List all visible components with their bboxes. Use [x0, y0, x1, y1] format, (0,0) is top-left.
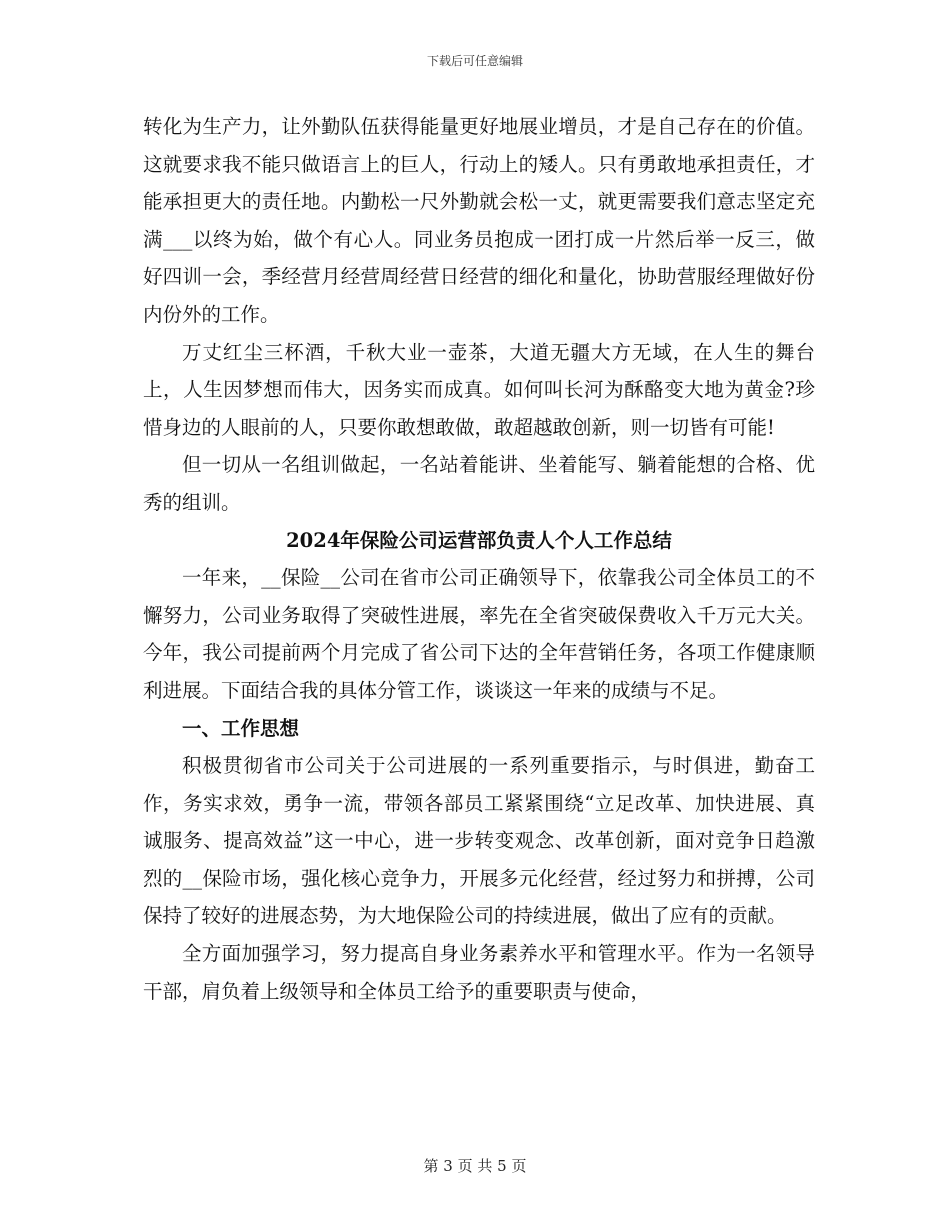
section-heading-1: 一、工作思想 — [182, 716, 300, 740]
document-body — [143, 108, 815, 1010]
paragraph-1: 转化为生产力，让外勤队伍获得能量更好地展业增员，才是自己存在的价值。这就要求我不能只做语言上的巨人，行动上的矮人。只有勇敢地承担责任，才能承担更大的责任地。内勤松一尺外勤就会松一丈，就更需要我们意志坚定充满___以终为始，做个有心人。同业务员抱成一团打成一片然后举一反三，做好四训一会，季经营月经营周经营日经营的细化和量化，协助营服经理做好份内份外的工作。 — [143, 115, 815, 326]
paragraph-3: 但一切从一名组训做起，一名站着能讲、坐着能写、躺着能想的合格、优秀的组训。 — [143, 453, 815, 514]
page-header-note: 下载后可任意编辑 — [426, 54, 523, 68]
paragraph-6: 全方面加强学习，努力提高自身业务素养水平和管理水平。作为一名领导干部，肩负着上级领导和全体员工给予的重要职责与使命， — [143, 942, 815, 1003]
page-number: 第 3 页 共 5 页 — [423, 1157, 527, 1175]
document-title: 2024年保险公司运营部负责人个人工作总结 — [286, 528, 672, 552]
paragraph-2: 万丈红尘三杯酒，千秋大业一壶茶，大道无疆大方无域，在人生的舞台上，人生因梦想而伟大，因务实而成真。如何叫长河为酥酪变大地为黄金?珍惜身边的人眼前的人，只要你敢想敢做，敢超越敢创新，则一切皆有可能! — [143, 340, 815, 439]
paragraph-5: 积极贯彻省市公司关于公司进展的一系列重要指示，与时俱进，勤奋工作，务实求效，勇争一流，带领各部员工紧紧围绕“立足改革、加快进展、真诚服务、提高效益”这一中心，进一步转变观念、改革创新，面对竞争日趋激烈的__保险市场，强化核心竞争力，开展多元化经营，经过努力和拼搏，公司保持了较好的进展态势，为大地保险公司的持续进展，做出了应有的贡献。 — [143, 754, 815, 928]
paragraph-4: 一年来，__保险__公司在省市公司正确领导下，依靠我公司全体员工的不懈努力，公司业务取得了突破性进展，率先在全省突破保费收入千万元大关。今年，我公司提前两个月完成了省公司下达的全年营销任务，各项工作健康顺利进展。下面结合我的具体分管工作，谈谈这一年来的成绩与不足。 — [143, 566, 815, 702]
